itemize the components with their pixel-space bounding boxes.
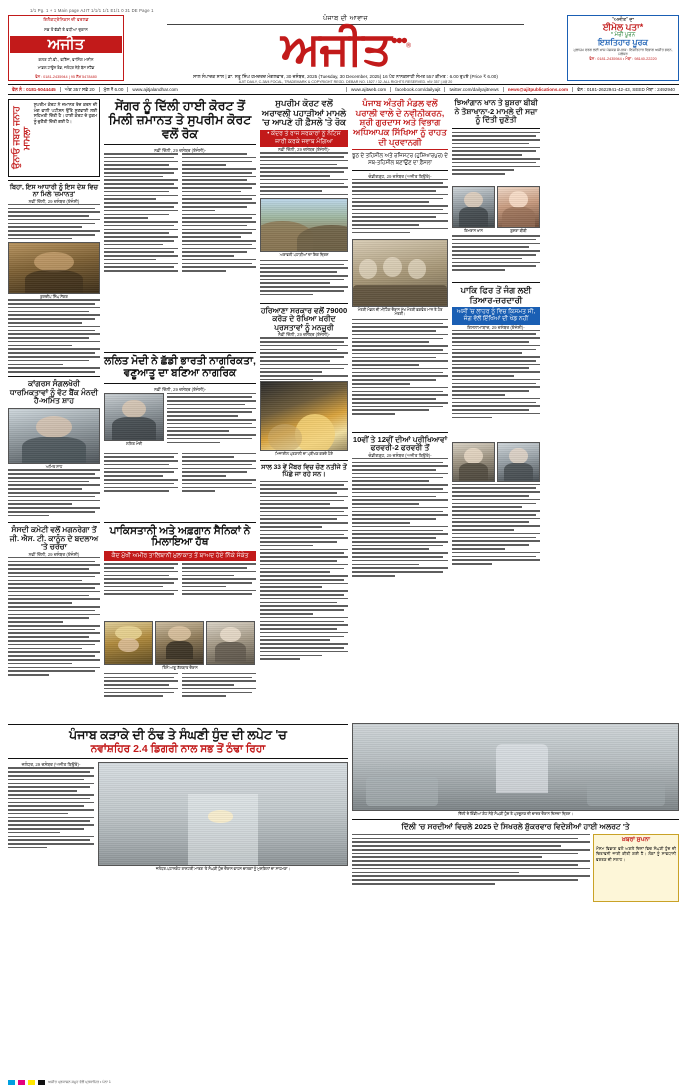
webbar-price: ਮੁੱਲ ₹ 6.00 xyxy=(100,87,129,92)
color-swatch-cyan xyxy=(8,1080,15,1085)
masthead-left-ad[interactable] xyxy=(8,15,124,81)
photo-caption-leaders: ਤਿੰਨੋਂ ਆਗੂ ਗੱਲਬਾਤ ਦੌਰਾਨ xyxy=(162,666,198,671)
masthead-kicker: ਪੰਜਾਬ ਦੀ ਆਵਾਜ਼ xyxy=(167,15,524,25)
bottom-article-text xyxy=(8,767,94,879)
photo-cabinet-meeting xyxy=(352,239,448,307)
divider xyxy=(8,522,100,523)
photo-caption-missile: ਮਿਜ਼ਾਈਲ ਪ੍ਰਣਾਲੀ ਦਾ ਪ੍ਰੀਖਣ ਕਰਦੇ ਹੋਏ xyxy=(275,452,333,457)
col4-article-text-1b xyxy=(352,319,448,429)
side-highlight-box xyxy=(593,834,679,902)
col1-byline-2: ਨਵੀਂ ਦਿੱਲੀ, 29 ਦਸੰਬਰ (ਏਜੰਸੀ) xyxy=(28,198,80,204)
bottom-subheadline: ਨਵਾਂਸ਼ਹਿਰ 2.4 ਡਿਗਰੀ ਨਾਲ ਸਭ ਤੋਂ ਠੰਢਾ ਰਿਹਾ xyxy=(90,742,266,755)
bottom-right-headline[interactable]: ਦਿੱਲੀ 'ਚ ਸਰਦੀਆਂ ਵਿਚਲੇ 2025 ਦੇ ਸਿਖਰਲੇ ਸ਼ੁੱਕਰਵਾਰ ਵਿਦੇਸ਼ੀਆਂ ਹਾਈ ਅਲਰਟ 'ਤੇ xyxy=(401,822,630,832)
photo-caption-cabinet: ਮੰਤਰੀ ਮੰਡਲ ਦੀ ਮੀਟਿੰਗ ਦੌਰਾਨ ਮੁੱਖ ਮੰਤਰੀ ਭਗਵੰਤ ਮਾਨ ਤੇ ਹੋਰ ਮੰਤਰੀ। xyxy=(357,307,443,317)
photo-amit-shah xyxy=(8,408,100,464)
col5-headline-1[interactable]: ਝਿਆਂਗਾਨ ਖਾਨ ਤੇ ਬੁਸ਼ਰਾ ਬੀਬੀ ਨੇ ਤੋਸ਼ਾਖਾਨਾ-2 ਮਾਮਲੇ ਦੀ ਸਜ਼ਾ ਨੂੰ ਦਿੱਤੀ ਚੁਣੌਤੀ xyxy=(454,98,538,124)
right-ad-phone: ਫੋਨ : 0181-2435944 • ਮੋਬਾ : 98140-22220 xyxy=(589,56,657,61)
column-1 xyxy=(8,99,100,717)
col1-byline-4: ਨਵੀਂ ਦਿੱਲੀ, 29 ਦਸੰਬਰ (ਏਜੰਸੀ) xyxy=(28,551,80,557)
divider xyxy=(452,282,540,283)
col1-headline-4[interactable]: ਸੰਸਦੀ ਕਮੇਟੀ ਵਲੋਂ ਮਗਨਰੇਗਾ ਤੋਂ ਜੀ. ਐਸ. ਟੀ. ਕਾਨੂੰਨ ਦੇ ਬਦਲਾਅ 'ਤੇ ਚਰਚਾ xyxy=(9,525,99,552)
col4-byline-1: ਚੰਡੀਗੜ੍ਹ, 29 ਦਸੰਬਰ (ਅਜੀਤ ਬਿਊਰੋ)- xyxy=(368,173,432,179)
divider xyxy=(352,819,679,820)
col1-headline-3[interactable]: ਕਾਂਗਰਸ ਸੰਗਲਖੋਰੀ ਧਾਰਮਿਕਤਾਵਾਂ ਨੂੰ ਵੋਟ ਬੈਂਕ ਮੰਨਦੀ ਹੈ-ਅਮਿਤ ਸ਼ਾਹ xyxy=(9,379,99,406)
col3-article-text-2 xyxy=(260,337,348,381)
bottom-section xyxy=(8,721,679,902)
col1-headline-2[interactable]: ਬਿਹਾ, ਇਸ ਆਧਾਰੀ ਨੂੰ ਇਸ ਦੇਸ਼ ਵਿਚ ਨਾ ਮਿਲੇ 'ਜ਼ਮਾਨਤ' xyxy=(9,184,99,199)
col4-headline-2[interactable]: 10ਵੀਂ ਤੇ 12ਵੀਂ ਦੀਆਂ ਪ੍ਰੀਖਿਆਵਾਂ ਫਰਵਰੀ-2 ਫਰਵਰੀ ਤੋਂ xyxy=(352,434,448,453)
col2-sub-banner: ਕੈਦ ਮੁੱਖੀ ਅਮੀਰ ਤਾਲਿਬਾਨੀ ਮੁਲਾਕਾਤ ਤੋਂ ਬਾਅਦ ਹੋਏ ਨਿੱਕੇ ਸੰਕੇਤ xyxy=(104,551,256,561)
main-content xyxy=(8,99,679,717)
footer-text: ਅਜੀਤ ਪ੍ਰਕਾਸ਼ਨ ਸਮੂਹ ਵੱਲੋਂ ਪ੍ਰਕਾਸ਼ਿਤ • ਪੰਨਾ 1 xyxy=(48,1080,111,1084)
photo-kuldeep-sengar xyxy=(8,242,100,294)
photo-aravalli-hills xyxy=(260,198,348,252)
right-ad-small: ਮੁਲਾਜ਼ਮ ਵਰਗ ਲਈ ਖ਼ਾਸ ਪੇਸ਼ਕਸ਼ ਸੰਪਰਕ : ਇਸ਼ਤਿਹਾਰ ਵਿਭਾਗ ਅਜੀਤ ਭਵਨ, ਜਲੰਧਰ xyxy=(573,47,673,57)
col5-article-text-1b xyxy=(452,235,540,279)
photo-person-1 xyxy=(452,442,495,482)
photo-leader-3 xyxy=(206,621,255,665)
col3-headline-3[interactable]: ਸਾਲ 33 ਵੇਂ ਮੈਂਬਰ ਵਿਚ ਚੋਣ ਨਤੀਜੇ ਤੋਂ ਪਿੱਛੇ ਜਾ ਰਹੇ ਸਨ। xyxy=(261,463,347,479)
col3-article-text-1b xyxy=(260,260,348,300)
photo-imran-khan xyxy=(452,186,495,228)
masthead-rights: AJIT DAILY, C-38/4 FOCAL, TRADEMARK & COPYRIGHT REGD. DEBAR NO. 1527 / 32. ALL RIGHTS RESERVED. ਅੰਕ 357 | ਸਫ਼ੇ 20 xyxy=(238,80,453,85)
col2-headline-2[interactable]: ਲਲਿਤ ਮੋਦੀ ਨੇ ਛੱਡੀ ਭਾਰਤੀ ਨਾਗਰਿਕਤਾ, ਵਣੂਆਤੂ ਦਾ ਬਣਿਆ ਨਾਗਰਿਕ xyxy=(104,355,256,379)
photo-caption-highway: ਜਲੰਧਰ-ਪਠਾਨਕੋਟ ਰਾਸ਼ਟਰੀ ਮਾਰਗ 'ਤੇ ਸੰਘਣੀ ਧੁੰਦ ਦੌਰਾਨ ਵਾਹਨ ਚਾਲਕਾਂ ਨੂੰ ਮੁਸ਼ਕਿਲਾਂ ਦਾ ਸਾਹਮਣਾ। xyxy=(155,867,291,872)
webbar-issue: ਅੰਕ 357 ਸਫ਼ੇ 20 xyxy=(61,87,100,92)
bottom-photo-wrap xyxy=(98,762,348,879)
col3-notice-banner: • ਕੇਂਦਰ ਤੇ ਰਾਜ ਸਰਕਾਰਾਂ ਨੂੰ ਨੋਟਿਸ ਜਾਰੀ ਕਰਕੇ ਜਵਾਬ ਮੰਗਿਆ xyxy=(260,130,348,147)
right-ad-green: * ਮੇਰੀ ਪੂਰਨ xyxy=(610,32,636,39)
bottom-left-text-col xyxy=(8,762,94,879)
photo-missile-launch xyxy=(260,381,348,451)
col1-article-text-4 xyxy=(8,557,100,697)
col3-article-text-3 xyxy=(260,481,348,681)
col2-headline-3[interactable]: ਪਾਕਿਸਤਾਨੀ ਅਤੇ ਅਫ਼ਗਾਨ ਸੈਨਿਕਾਂ ਨੇ ਮਿਲਾਇਆ ਹੱਥ xyxy=(109,524,251,549)
web-contact-bar xyxy=(8,84,679,95)
col1-article-text-3 xyxy=(8,469,100,519)
photo-caption-sengar: ਕੁਲਦੀਪ ਸਿੰਘ ਸੇਂਗਰ xyxy=(40,294,68,299)
right-ad-top: "ਅਜੀਤ" ਦਾ xyxy=(612,17,634,23)
col2-article-text-1 xyxy=(104,153,256,349)
divider xyxy=(260,303,348,304)
col4-article-text-1 xyxy=(352,179,448,239)
col2-article-text-2b xyxy=(104,453,256,519)
divider xyxy=(352,432,448,433)
column-4 xyxy=(352,99,448,717)
masthead-dateline: ਸਾਲ ਸੰਪਾਦਕ ਸਾਲ | ਡਾ. ਸਤੂ ਸਿੰਘ ਹਮਦਰਦ ਮੰਗਲਵਾਰ, 30 ਦਸੰਬਰ, 2025 (Tuesday, 30 December, 2025) 16 ਪੋਹ ਨਾਨਕਸ਼ਾਹੀ ਸੰਮਤ 557 ਕੀਮਤ : 6.00 ਰੁਪਏ (Price ₹ 6.00) xyxy=(193,74,498,79)
col3-headline-1[interactable]: ਸੁਪਰੀਮ ਕੋਰਟ ਵਲੋਂ ਅਰਾਵਲੀ ਪਹਾੜੀਆਂ ਮਾਮਲੇ 'ਚ ਆਪਣੇ ਹੀ ਫ਼ੈਸਲੇ 'ਤੇ ਰੋਕ xyxy=(261,98,347,128)
photo-leader-2 xyxy=(155,621,204,665)
col5-photo-row-2 xyxy=(452,442,540,482)
webbar-phone: ਫੋਨ ਨੰ : 0181-5044445 xyxy=(8,87,61,92)
col2-photo-row xyxy=(104,621,256,665)
divider xyxy=(352,170,448,171)
col2-byline-1: ਨਵੀਂ ਦਿੱਲੀ, 29 ਦਸੰਬਰ (ਏਜੰਸੀ)- xyxy=(153,148,207,153)
sidebar-vertical-headline: ਉਨਾਓ ਜਬਰ ਜਨਾਹ ਮਾਮਲਾ xyxy=(11,106,32,170)
color-swatch-yellow xyxy=(28,1080,35,1085)
divider xyxy=(104,352,256,353)
divider xyxy=(8,180,100,181)
photo-caption-imran: ਇਮਰਾਨ ਖਾਨ xyxy=(464,228,483,233)
color-swatch-black xyxy=(38,1080,45,1085)
left-ad-tagline: ਕਲਰ ਟੀ.ਵੀ., ਫਰਿੱਜ, ਵਾਸ਼ਿੰਗ ਮਸ਼ੀਨ xyxy=(38,57,94,63)
left-ad-phone: ਫੋਨ : 0181-2435944 | 95 ਲੱਖ 5478480 xyxy=(35,75,97,79)
left-ad-line2: ਸਭ ਤੋਂ ਵੱਡੀ ਤੇ ਵਧੀਆ ਦੁਕਾਨ xyxy=(44,26,88,32)
divider xyxy=(104,383,256,384)
masthead-title-text: ਅਜੀਤ xyxy=(280,23,391,74)
photo-bushra-bibi xyxy=(497,186,540,228)
masthead-title xyxy=(280,23,411,74)
webbar-website-link[interactable]: www.ajitjalandhar.com xyxy=(128,87,347,92)
masthead-dots: ••• xyxy=(390,30,406,53)
col5-byline-2: ਇਸਲਾਮਾਬਾਦ, 29 ਦਸੰਬਰ (ਏਜੰਸੀ)- xyxy=(467,324,525,330)
divider xyxy=(452,128,540,129)
col4-byline-2: ਚੰਡੀਗੜ੍ਹ, 29 ਦਸੰਬਰ (ਅਜੀਤ ਬਿਊਰੋ)- xyxy=(368,452,432,458)
bottom-right-story xyxy=(352,721,679,902)
bottom-right-text xyxy=(352,834,590,902)
col5-headline-2[interactable]: ਪਾਕਿ ਫਿਰ ਤੋਂ ਜੰਗ ਲਈ ਤਿਆਰ-ਜ਼ਰਦਾਰੀ xyxy=(460,285,532,305)
col2-byline-2: ਨਵੀਂ ਦਿੱਲੀ, 29 ਦਸੰਬਰ (ਏਜੰਸੀ)- xyxy=(153,386,207,392)
col2-article-text-3 xyxy=(104,563,256,619)
bottom-byline: ਜਲੰਧਰ, 29 ਦਸੰਬਰ (ਅਜੀਤ ਬਿਊਰੋ)- xyxy=(21,762,81,768)
col4-article-text-2 xyxy=(352,458,448,608)
photo-india-gate-smog xyxy=(352,723,679,811)
left-ad-line1: ਇਲੈਕਟ੍ਰੋਨਿਕਸ ਦੀ ਵਰਲਡ xyxy=(43,17,89,22)
divider xyxy=(8,724,348,725)
webbar-facebook-link[interactable]: facebook.com/dailyajit xyxy=(391,87,445,92)
photo-caption-aravalli: ਅਰਾਵਲੀ ਪਹਾੜੀਆਂ ਦਾ ਇਕ ਦ੍ਰਿਸ਼ xyxy=(279,253,329,258)
webbar-twitter-link[interactable]: twitter.com/dailyajitnews xyxy=(445,87,503,92)
divider xyxy=(352,149,448,150)
webbar-epaper-link[interactable]: www.ajitweb.com xyxy=(347,87,391,92)
right-ad-blue: ਇਸ਼ਤਿਹਾਰ ਪੂਰਕ xyxy=(598,38,648,48)
col4-subhead-1: ਝੂਠ ਦੇ ਤਹਿਸੀਲ ਅਤੇ ਰਜਿਸਟਰ (ਹੁਸ਼ਿਆਰਪੁਰ) ਦੇ ਸਬ-ਤਹਿਸੀਲ ਬਣਾਉਣ ਦਾ ਫ਼ੈਸਲਾ xyxy=(352,153,448,166)
col5-sub-banner: ਅਸੀਂ 'ਚ ਲਾਹਰ ਨੂੰ ਵਿਚ ਕਿਸਮਤ ਸੀ, ਜੰਗ ਵੱਲੋਂ ਇੱਖਿਆਂ ਦੀ ਖੇਡ ਨਹੀਂ xyxy=(452,307,540,324)
left-ad-logo: ਅਜੀਤ xyxy=(10,36,122,54)
photo-leader-1 xyxy=(104,621,153,665)
sidebar-body-text: ਸੁਪਰੀਮ ਕੋਰਟ ਨੇ ਜ਼ਮਾਨਤ ਰੱਦ ਕਰਨ ਦੀ ਮੰਗ ਵਾਲੀ ਪਟੀਸ਼ਨ ਉੱਤੇ ਸੁਣਵਾਈ ਲਈ ਸਹਿਮਤੀ ਦਿੱਤੀ ਹੈ। ਹਾਈ ਕੋਰਟ ਦੇ ਹੁਕਮ ਨੂੰ ਚੁਣੌਤੀ ਦਿੱਤੀ ਗਈ ਹੈ। xyxy=(33,102,97,124)
color-swatch-magenta xyxy=(18,1080,25,1085)
photo-caption-india-gate: ਦਿੱਲੀ ਦੇ ਇੰਡੀਆ ਗੇਟ ਨੇੜੇ ਸੰਘਣੀ ਧੁੰਦ ਤੇ ਪ੍ਰਦੂਸ਼ਣ ਦੀ ਚਾਦਰ ਦੌਰਾਨ ਦਿਸਦਾ ਦ੍ਰਿਸ਼। xyxy=(458,811,573,816)
print-strip-text: 1/1 Pg. 1 + 1 Main page AJIT 1/1/1 1/1 E1/1 0 31 DE Page 1 xyxy=(30,8,154,13)
col5-article-text-2 xyxy=(452,330,540,442)
photo-lalit-modi xyxy=(104,393,164,441)
col2-headline-1[interactable]: ਸੇਂਗਰ ਨੂੰ ਦਿੱਲੀ ਹਾਈ ਕੋਰਟ ਤੋਂ ਮਿਲੀ ਜ਼ਮਾਨਤ ਤੇ ਸੁਪਰੀਮ ਕੋਰਟ ਵਲੋਂ ਰੋਕ xyxy=(108,99,252,141)
webbar-email-link[interactable]: news@ajitpublications.com xyxy=(504,87,573,92)
unnao-case-sidebar xyxy=(8,99,100,177)
divider xyxy=(8,758,348,759)
photo-foggy-highway xyxy=(98,762,348,866)
column-2 xyxy=(104,99,256,717)
col2-article-text-2a xyxy=(167,393,256,451)
masthead xyxy=(8,15,679,85)
col5-article-text-1 xyxy=(452,132,540,186)
masthead-center xyxy=(128,15,563,85)
photo-caption-amit-shah: ਅਮਿਤ ਸ਼ਾਹ xyxy=(45,464,63,469)
side-box-text: ਮੌਸਮ ਵਿਭਾਗ ਵਲੋਂ ਅਗਲੇ ਦਿਨਾਂ ਵਿਚ ਸੰਘਣੀ ਧੁੰਦ ਦੀ ਚਿਤਾਵਨੀ ਜਾਰੀ ਕੀਤੀ ਗਈ ਹੈ। ਲੋਕਾਂ ਨੂੰ ਸਾਵਧਾਨੀ ਵਰਤਣ ਦੀ ਸਲਾਹ। xyxy=(596,845,676,862)
left-ad-address: ਮਾਡਲ ਟਾਊਨ ਰੋਡ, ਜਲੰਧਰ ਨੇੜੇ ਬੱਸ ਸਟੈਂਡ xyxy=(37,66,95,71)
photo-person-2 xyxy=(497,442,540,482)
col3-byline-2: ਨਵੀਂ ਦਿੱਲੀ, 29 ਦਸੰਬਰ (ਏਜੰਸੀ)- xyxy=(277,332,331,338)
col3-headline-2[interactable]: ਹਰਿਆਣਾ ਸਰਕਾਰ ਵਲੋਂ 79000 ਕਰੋੜ ਦੇ ਰੱਖਿਆ ਖ਼ਰੀਦ ਪ੍ਰਸਤਾਵਾਂ ਨੂੰ ਮਨਜ਼ੂਰੀ xyxy=(260,305,348,332)
bottom-left-story xyxy=(8,721,348,902)
divider xyxy=(104,144,256,145)
col3-article-text-1 xyxy=(260,152,348,198)
photo-caption-bushra: ਬੁਸ਼ਰਾ ਬੀਬੀ xyxy=(510,228,527,233)
column-5 xyxy=(452,99,540,717)
print-registration-strip xyxy=(8,6,679,15)
side-box-heading: ਖ਼ਬਰਾਂ ਸੁਪਨਾ xyxy=(622,836,650,843)
col4-headline-1[interactable]: ਪੰਜਾਬ ਅੰਤਰੀ ਮੰਡਲ ਵਲੋਂ ਪਰਾਲੀ ਵਾਲੇ ਦੇ ਨਵੀਨੀਕਰਨ, ਸ਼੍ਰੀ ਗੁਰਦਾਸ ਅਤੇ ਵਿਭਾਗ ਅਧਿਆਪਕ ਸਿੱਖਿਆ ਨੂੰ ਰਾਹਤ ਦੀ ਪ੍ਰਵਾਨਗੀ xyxy=(353,98,447,147)
right-ad-name: ਈਮੇਲ ਪਤਾ* xyxy=(602,22,644,32)
bottom-headline[interactable]: ਪੰਜਾਬ ਕੜਾਕੇ ਦੀ ਠੰਢ ਤੇ ਸੰਘਣੀ ਧੁੰਦ ਦੀ ਲਪੇਟ 'ਚ xyxy=(69,727,287,742)
footer-color-bar xyxy=(8,1078,679,1086)
webbar-right-phone: ਫੋਨ : 0181-2622941-42-43, SEED ਮੋਬਾ : 2492940 xyxy=(577,87,675,92)
col3-byline-1: ਨਵੀਂ ਦਿੱਲੀ, 29 ਦਸੰਬਰ (ਏਜੰਸੀ)- xyxy=(277,147,331,153)
divider xyxy=(8,376,100,377)
col2-article-text-3b xyxy=(104,673,256,717)
photo-caption-lalit-modi: ਲਲਿਤ ਮੋਦੀ xyxy=(126,441,142,446)
col2-photo-wrap xyxy=(104,393,164,451)
col1-article-text-1 xyxy=(8,204,100,242)
col1-article-text-2 xyxy=(8,299,100,373)
divider xyxy=(104,522,256,523)
col5-article-text-2b xyxy=(452,484,540,592)
masthead-right-ad[interactable] xyxy=(567,15,679,81)
divider xyxy=(260,460,348,461)
col5-photo-row xyxy=(452,186,540,234)
masthead-trademark: ® xyxy=(405,41,411,50)
column-3 xyxy=(260,99,348,717)
